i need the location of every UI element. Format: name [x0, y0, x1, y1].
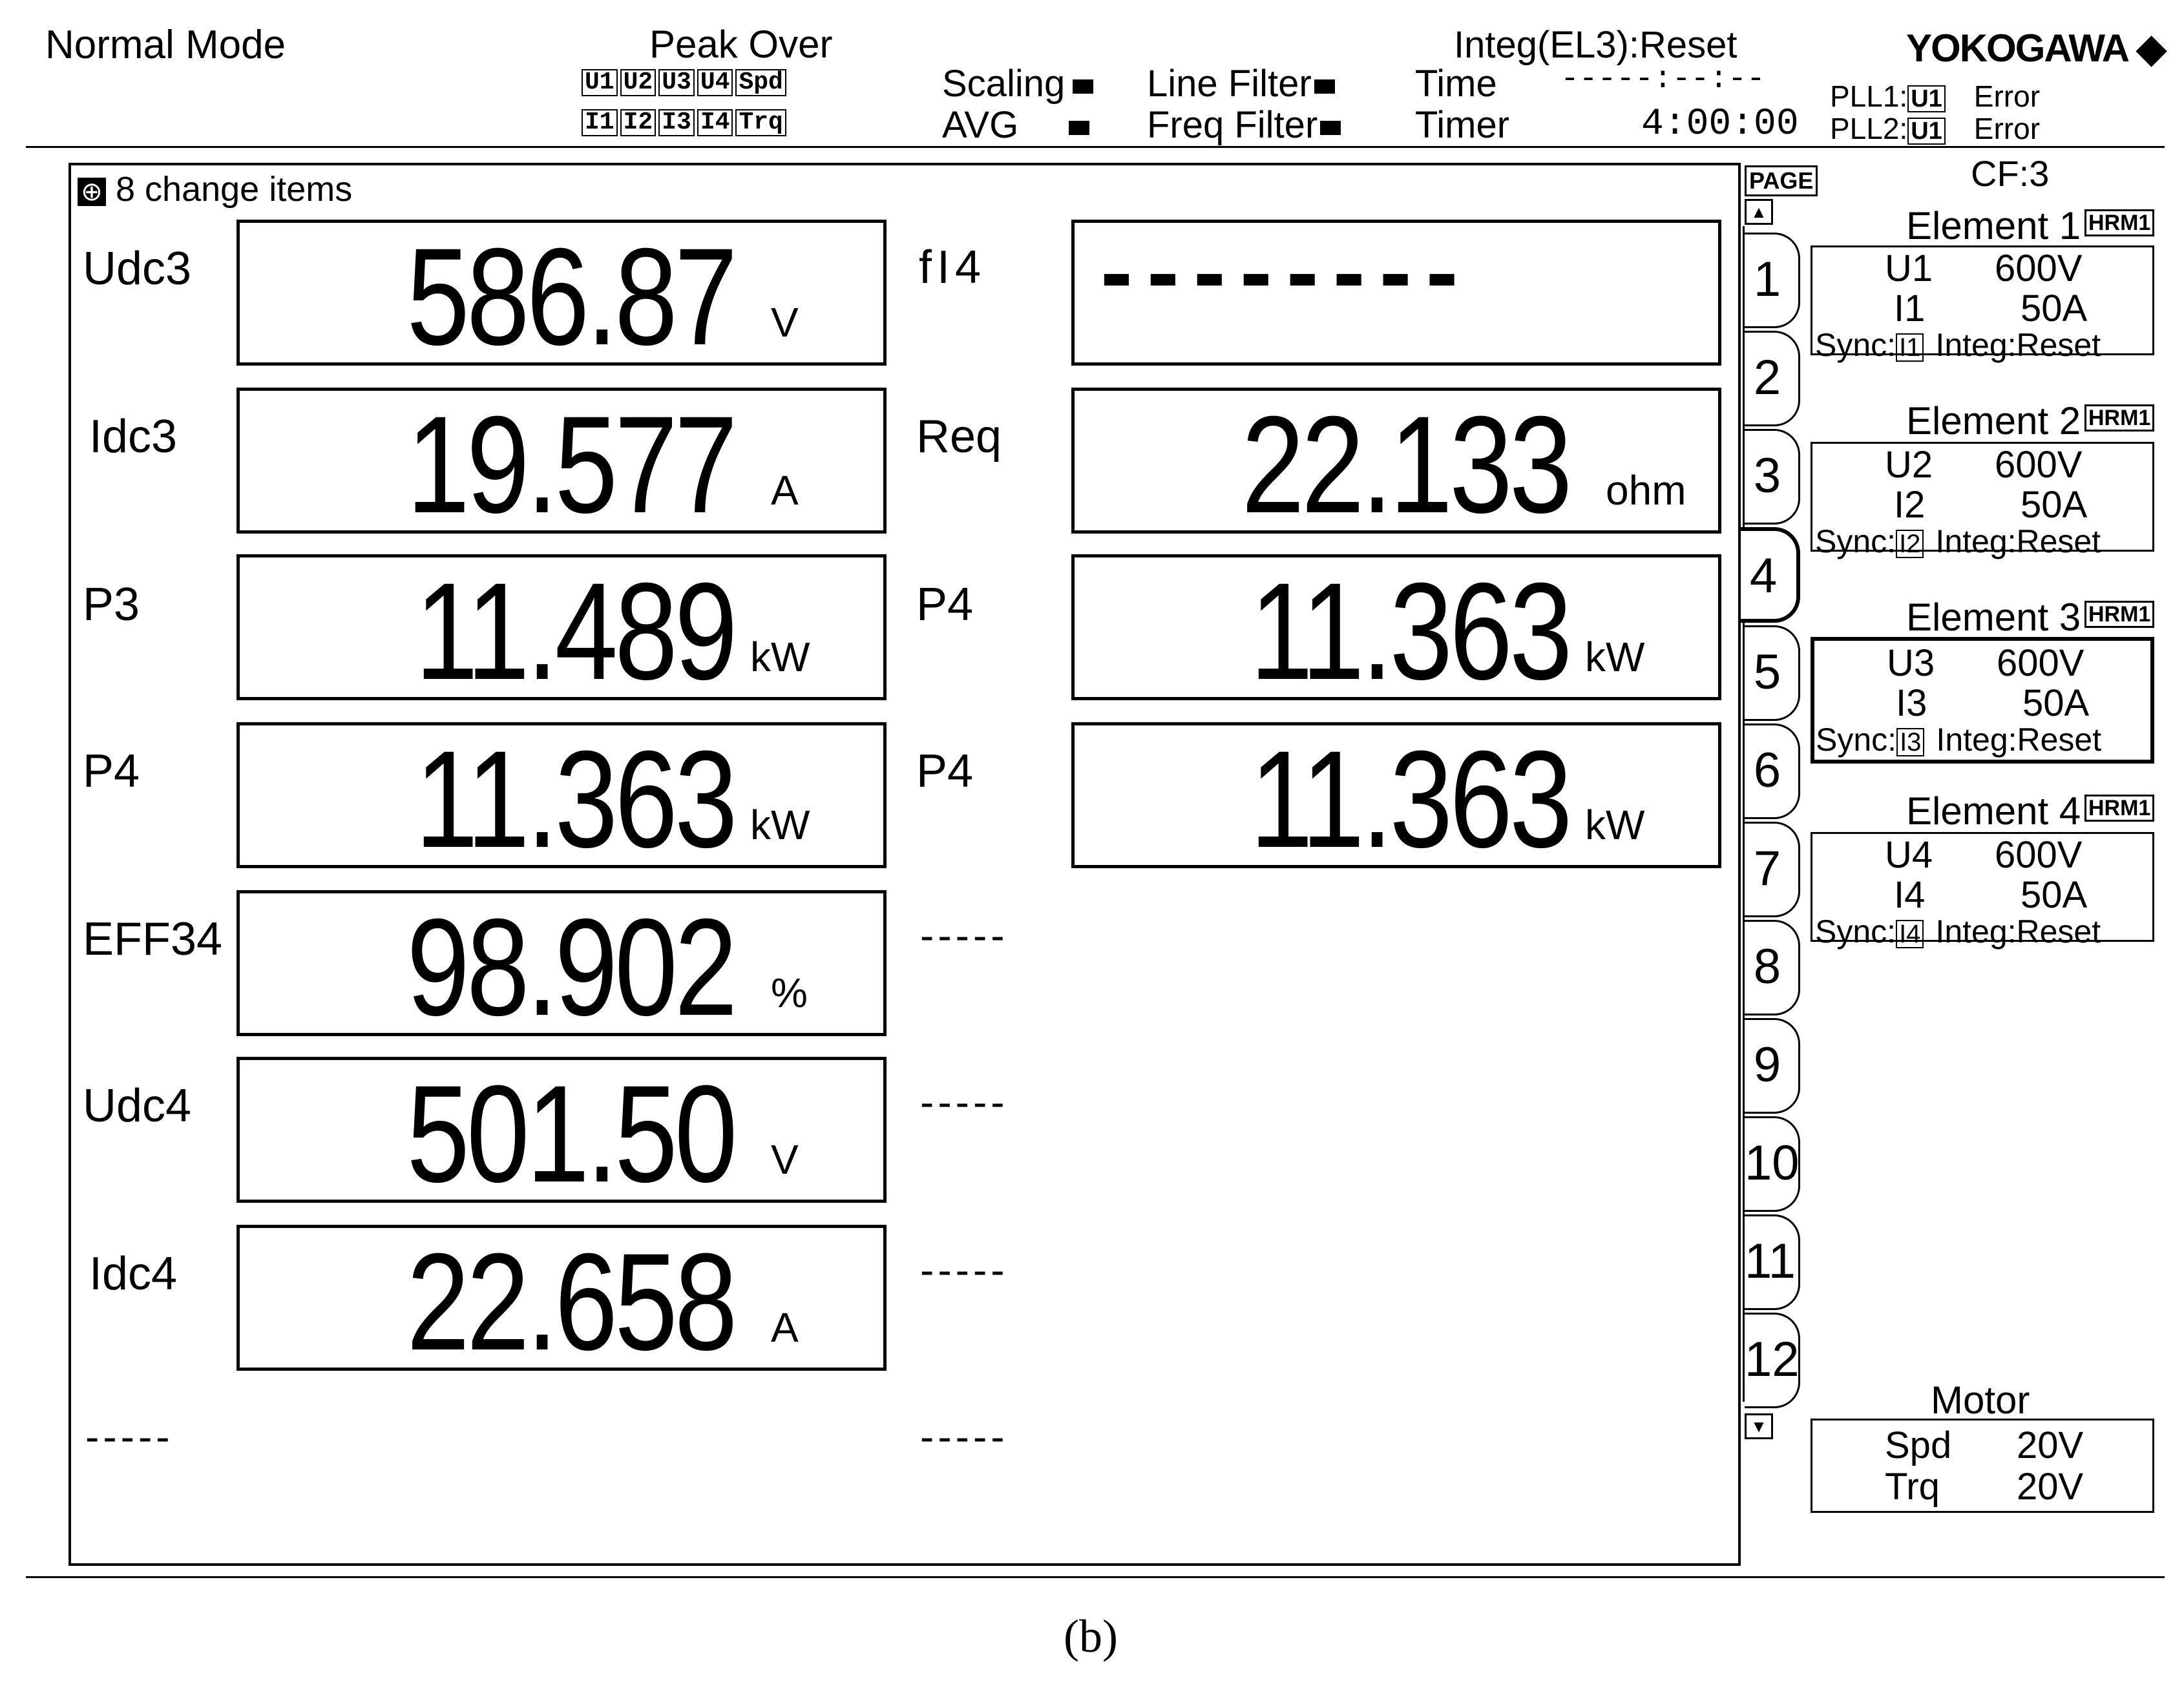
left-row-4-unit: kW: [750, 802, 810, 848]
line-filter-status-icon: [1314, 79, 1335, 94]
peak-over-title: Peak Over: [649, 23, 833, 66]
left-row-6-value: 501.50: [406, 1057, 735, 1211]
element-1-sync: Sync: I1 Integ:Reset: [1815, 327, 2101, 363]
peak-over-i4: I4: [697, 109, 733, 136]
page-label: PAGE: [1745, 165, 1818, 196]
element-2-u-range: 600V: [1995, 444, 2083, 486]
right-row-8-empty: -----: [920, 1413, 1009, 1460]
peak-over-u2: U2: [620, 69, 656, 96]
left-row-3-unit: kW: [750, 634, 810, 680]
change-items-title[interactable]: [78, 169, 352, 209]
brand-diamond-icon: ◆: [2136, 26, 2165, 70]
peak-over-trq: Trq: [735, 109, 786, 136]
element-4-sync-source: I4: [1896, 920, 1924, 948]
left-row-3-label: P3: [83, 579, 140, 630]
element-4-u-range: 600V: [1995, 834, 2083, 876]
motor-spd-range: 20V: [2017, 1424, 2084, 1466]
peak-over-u4: U4: [697, 69, 733, 96]
left-row-5-unit: %: [771, 970, 808, 1016]
left-row-4-value: 11.363: [415, 722, 735, 877]
left-row-5-label: EFF34: [83, 913, 223, 965]
time-label: Time: [1415, 63, 1497, 105]
right-row-3-unit: kW: [1585, 634, 1645, 680]
element-1-i-range: 50A: [2021, 287, 2088, 329]
right-row-3-box[interactable]: [1071, 554, 1721, 709]
left-row-4-label: P4: [83, 745, 140, 797]
element-1-integ: Integ:Reset: [1935, 327, 2101, 363]
brand-logo: [1906, 26, 2165, 71]
avg-label: AVG: [942, 104, 1019, 146]
element-1-title: Element 1: [1906, 204, 2081, 247]
pll1-status: [1830, 79, 2040, 114]
peak-over-voltage-row: [582, 68, 789, 96]
element-1-panel[interactable]: [1811, 245, 2154, 363]
page-tab-9[interactable]: 9: [1745, 1018, 1800, 1114]
freq-filter-indicator: [1147, 103, 1341, 147]
element-3-integ: Integ:Reset: [1936, 722, 2102, 758]
footer-divider: [26, 1576, 2165, 1578]
element-3-u-range: 600V: [1997, 642, 2084, 684]
page-up-arrow-icon[interactable]: ▲: [1745, 199, 1773, 225]
page-tab-11[interactable]: 11: [1745, 1214, 1800, 1310]
element-4-panel[interactable]: [1811, 832, 2154, 950]
left-row-8-empty: -----: [85, 1413, 174, 1460]
left-row-7-box[interactable]: [236, 1225, 887, 1379]
page-tab-6[interactable]: 6: [1745, 723, 1800, 819]
brand-name: YOKOGAWA: [1906, 26, 2127, 70]
pll1-error: Error: [1973, 79, 2041, 113]
page-tab-4[interactable]: 4: [1741, 527, 1800, 623]
right-row-5-empty: -----: [920, 912, 1009, 959]
right-row-3-label: P4: [916, 579, 974, 630]
right-row-4-unit: kW: [1585, 802, 1645, 848]
page-tab-10[interactable]: 10: [1745, 1116, 1800, 1212]
integ-status: Integ(EL3):Reset: [1454, 24, 1738, 66]
element-2-integ: Integ:Reset: [1935, 523, 2101, 559]
figure-caption: (b): [1064, 1610, 1118, 1662]
right-row-7-empty: -----: [920, 1247, 1009, 1293]
page-tab-7[interactable]: 7: [1745, 822, 1800, 917]
page-tab-1[interactable]: 1: [1745, 233, 1800, 328]
peak-over-u3: U3: [658, 69, 695, 96]
element-3-panel[interactable]: [1811, 637, 2154, 764]
left-row-5-box[interactable]: [236, 890, 887, 1045]
element-4-hrm-badge: HRM1: [2084, 795, 2154, 822]
right-row-4-label: P4: [916, 745, 974, 797]
change-items-label: 8 change items: [116, 170, 353, 209]
page-tab-3[interactable]: 3: [1745, 429, 1800, 525]
header-divider: [26, 146, 2165, 148]
left-row-3-value: 11.489: [415, 554, 735, 709]
element-1-i-label: I1: [1894, 287, 1926, 329]
left-row-1-label: Udc3: [83, 243, 192, 295]
left-row-2-box[interactable]: [236, 388, 887, 542]
right-row-2-label: Req: [916, 411, 1002, 463]
timer-value: 4:00:00: [1641, 103, 1799, 145]
peak-over-i1: I1: [582, 109, 618, 136]
right-row-2-unit: ohm: [1606, 467, 1686, 514]
element-3-u-label: U3: [1887, 642, 1935, 684]
element-3-i-label: I3: [1896, 682, 1927, 724]
element-4-u-label: U4: [1885, 834, 1933, 876]
right-row-6-empty: -----: [920, 1079, 1009, 1125]
left-row-7-unit: A: [771, 1304, 799, 1351]
page-down-arrow-icon[interactable]: ▼: [1745, 1413, 1773, 1439]
element-4-title: Element 4: [1906, 789, 2081, 833]
element-2-i-range: 50A: [2021, 484, 2088, 526]
left-row-7-label: Idc4: [89, 1248, 178, 1300]
page-tab-5[interactable]: 5: [1745, 625, 1800, 721]
right-row-4-box[interactable]: [1071, 722, 1721, 877]
left-row-4-box[interactable]: [236, 722, 887, 877]
peak-over-spd: Spd: [735, 69, 786, 96]
avg-indicator: [942, 103, 1089, 147]
scaling-status-icon: [1073, 79, 1093, 94]
element-1-sync-source: I1: [1896, 333, 1924, 362]
peak-over-u1: U1: [582, 69, 618, 96]
pll2-label: PLL2:: [1830, 112, 1908, 145]
left-row-3-box[interactable]: [236, 554, 887, 709]
timer-label: Timer: [1415, 104, 1510, 146]
right-row-2-box[interactable]: [1071, 388, 1721, 542]
element-2-u-label: U2: [1885, 444, 1933, 486]
line-filter-indicator: [1147, 62, 1335, 105]
page-tab-2[interactable]: 2: [1745, 331, 1800, 426]
left-row-6-label: Udc4: [83, 1080, 192, 1132]
line-filter-label: Line Filter: [1147, 63, 1312, 105]
scaling-label: Scaling: [942, 63, 1066, 105]
left-row-2-unit: A: [771, 467, 799, 514]
element-4-i-label: I4: [1894, 874, 1926, 916]
element-2-hrm-badge: HRM1: [2084, 404, 2154, 432]
element-2-title: Element 2: [1906, 399, 2081, 442]
page-tab-8[interactable]: 8: [1745, 920, 1800, 1015]
left-row-2-value: 19.577: [406, 388, 735, 542]
element-1-hrm-badge: HRM1: [2084, 209, 2154, 236]
motor-trq-range: 20V: [2017, 1466, 2084, 1508]
right-row-1-box[interactable]: [1071, 217, 1721, 366]
left-row-5-value: 98.902: [406, 890, 735, 1045]
pll2-error: Error: [1973, 112, 2041, 145]
crosshair-icon: ⊕: [78, 178, 106, 206]
motor-spd-label: Spd: [1885, 1424, 1952, 1466]
element-3-hrm-badge: HRM1: [2084, 601, 2154, 628]
element-2-sync: Sync: I2 Integ:Reset: [1815, 523, 2101, 559]
scaling-indicator: [942, 62, 1093, 105]
motor-trq-label: Trq: [1885, 1466, 1940, 1508]
element-1-u-label: U1: [1885, 247, 1933, 289]
element-1-u-range: 600V: [1995, 247, 2083, 289]
right-row-4-value: 11.363: [1250, 722, 1570, 877]
element-2-i-label: I2: [1894, 484, 1926, 526]
time-value: -----:--:--: [1560, 62, 1765, 97]
right-row-3-value: 11.363: [1250, 554, 1570, 709]
pll1-label: PLL1:: [1830, 79, 1908, 113]
element-2-panel[interactable]: [1811, 442, 2154, 559]
avg-status-icon: [1069, 121, 1089, 135]
mode-label: Normal Mode: [45, 23, 286, 67]
pll1-source: U1: [1907, 85, 1946, 112]
right-row-1-value: --------: [1100, 217, 1473, 326]
element-3-sync-source: I3: [1896, 728, 1924, 756]
left-row-1-box[interactable]: [236, 220, 887, 374]
peak-over-i2: I2: [620, 109, 656, 136]
left-row-6-box[interactable]: [236, 1057, 887, 1211]
element-3-title: Element 3: [1906, 596, 2081, 639]
freq-filter-status-icon: [1320, 121, 1341, 135]
element-3-sync: Sync: I3 Integ:Reset: [1816, 722, 2102, 758]
freq-filter-label: Freq Filter: [1147, 104, 1318, 146]
element-4-i-range: 50A: [2021, 874, 2088, 916]
peak-over-i3: I3: [658, 109, 695, 136]
pll2-status: [1830, 111, 2040, 146]
right-row-1-label: fI4: [919, 242, 987, 293]
left-row-6-unit: V: [771, 1136, 799, 1183]
crest-factor: CF:3: [1971, 153, 2050, 194]
element-3-i-range: 50A: [2022, 682, 2090, 724]
right-row-2-value: 22.133: [1241, 388, 1570, 542]
element-2-sync-source: I2: [1896, 530, 1924, 558]
pll2-source: U1: [1907, 118, 1946, 145]
left-row-7-value: 22.658: [406, 1225, 735, 1379]
peak-over-current-row: [582, 109, 789, 136]
left-row-1-unit: V: [771, 299, 799, 346]
motor-title: Motor: [1931, 1379, 2030, 1422]
element-4-sync: Sync: I4 Integ:Reset: [1815, 913, 2101, 950]
left-row-2-label: Idc3: [89, 411, 178, 463]
page-tab-12[interactable]: 12: [1745, 1313, 1800, 1408]
element-4-integ: Integ:Reset: [1935, 913, 2101, 950]
left-row-1-value: 586.87: [406, 220, 735, 374]
motor-panel[interactable]: [1811, 1419, 2154, 1513]
